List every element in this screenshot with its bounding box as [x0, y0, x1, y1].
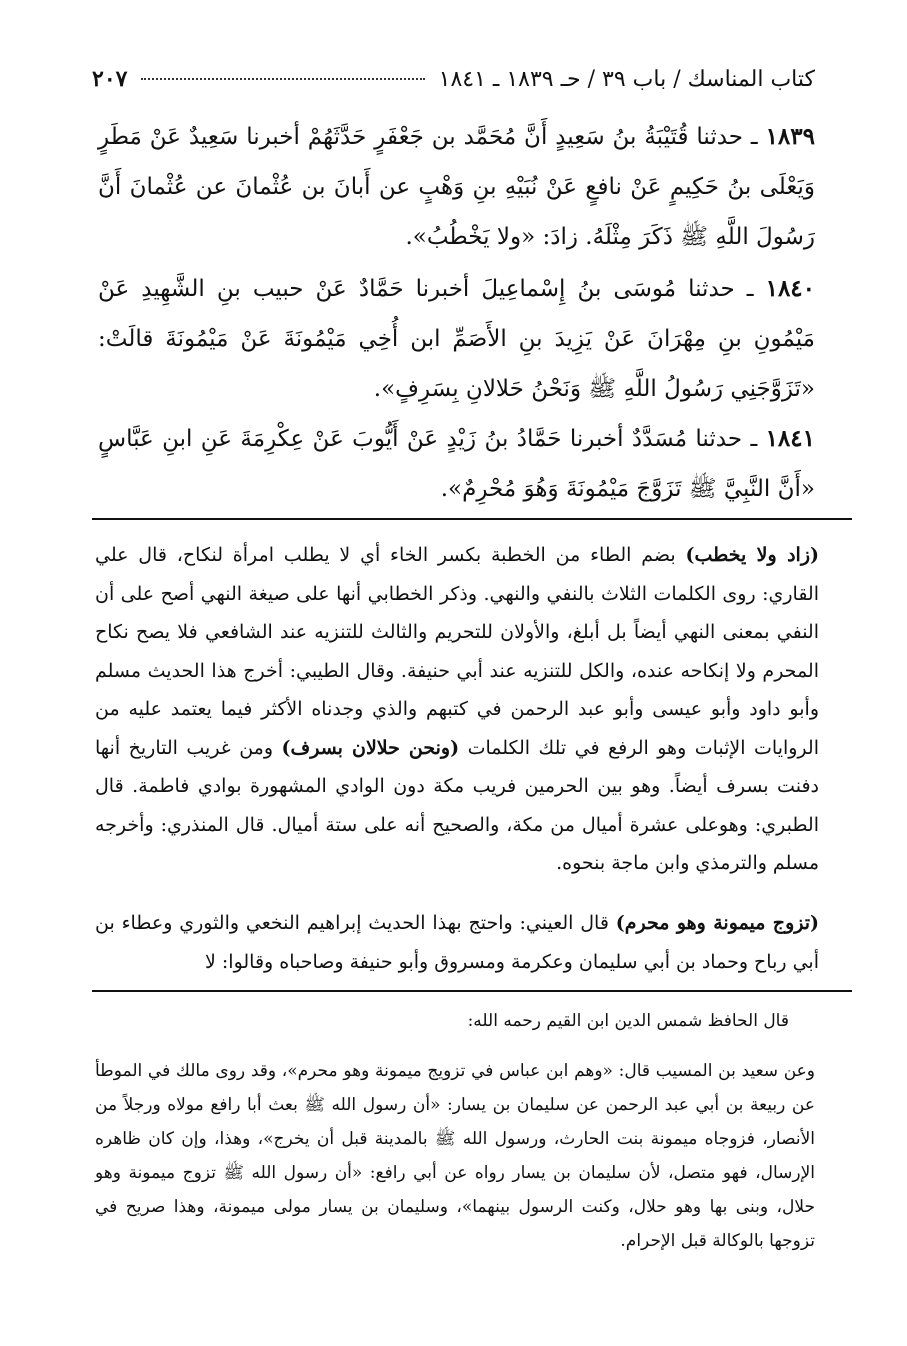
hadith-1841: [98, 414, 815, 514]
running-header: [92, 62, 815, 96]
ibn-qayyim-heading: قال الحافظ شمس الدين ابن القيم رحمه الله:: [467, 1011, 789, 1031]
hadith-text: ـ حدثنا مُسَدَّدٌ أخبرنا حَمَّادُ بنُ زَيْدٍ عَنْ أَيُّوبَ عَنْ عِكْرِمَةَ عَنِ ابنِ عَبَّاسٍ «أَنَّ النَّبِيَّ ﷺ تَزَوَّجَ مَيْمُونَةَ وَهُوَ مُحْرِمٌ».: [98, 426, 815, 502]
commentary-text: قال العيني: واحتج بهذا الحديث إبراهيم النخعي والثوري وعطاء بن أبي رباح وحماد بن أبي سليمان وعكرمة ومسروق وأبو حنيفة وصاحباه وقالوا: لا: [95, 912, 819, 973]
commentary-text-2: ومن غريب التاريخ أنها دفنت بسرف أيضاً. وهو بين الحرمين فريب مكة دون الوادي المشهورة بوادي فاطمة. قال الطبري: وهوعلى عشرة أميال من مكة، والصحيح أنه على ستة أميال. قال المنذري: وأخرجه مسلم والترمذي وابن ماجة بنحوه.: [95, 736, 819, 874]
commentary-lemma: (تزوج ميمونة وهو محرم): [615, 912, 820, 934]
header-title: كتاب المناسك / باب ٣٩ / حـ ١٨٣٩ ـ ١٨٤١: [438, 66, 815, 92]
ibn-qayyim-divider: [92, 990, 852, 992]
commentary-paragraph-1: [95, 536, 819, 883]
commentary-lemma-2: (ونحن حلالان بسرف): [281, 736, 460, 759]
hadith-1839: [98, 112, 815, 262]
hadith-text: ـ حدثنا قُتَيْبَةُ بنُ سَعِيدٍ أَنَّ مُحَمَّد بن جَعْفَرٍ حَدَّثَهُمْ أخبرنا سَعِيدٌ عَنْ مَطَرٍ وَيَعْلَى بنُ حَكِيمٍ عَنْ نافعٍ عَنْ نُبَيْهِ بنِ وَهْبٍ عن أَبانَ بن عُثْمانَ عن عُثْمانَ أَنَّ رَسُولَ اللَّهِ ﷺ ذَكَرَ مِثْلَهُ. زادَ: «ولا يَخْطُبُ».: [98, 124, 815, 250]
commentary-paragraph-2: [95, 904, 819, 981]
commentary-text: بضم الطاء من الخطبة بكسر الخاء أي لا يطلب امرأة لنكاح، قال علي القاري: روى الكلمات الثلاث بالنفي والنهي. وذكر الخطابي أنها على صيغة النهي أصح على أن النفي بمعنى النهي أيضاً بل أبلغ، والأولان للتحريم والثالث للتنزيه عند الشافعي فلا يصح نكاح المحرم ولا إنكاحه عنده، والكل للتنزيه عند أبي حنيفة. وقال الطيبي: أخرج هذا الحديث مسلم وأبو داود وأبو عيسى وأبو عبد الرحمن في كتبهم والذي وجدناه الأكثر فيما يعتمد عليه من الروايات الإثبات وهو الرفع في تلك الكلمات: [95, 544, 819, 759]
commentary-divider: [92, 518, 852, 520]
page-number: ٢٠٧: [92, 66, 128, 92]
hadith-1840: [98, 264, 815, 414]
hadith-text: ـ حدثنا مُوسَى بنُ إِسْماعِيلَ أخبرنا حَمَّادٌ عَنْ حبيب بنِ الشَّهِيدِ عَنْ مَيْمُونِ بنِ مِهْرَانَ عَنْ يَزِيدَ بنِ الأَصَمِّ ابن أُخِي مَيْمُونَةَ عَنْ مَيْمُونَةَ قالَتْ: «تَزَوَّجَنِي رَسُولُ اللَّهِ ﷺ وَنَحْنُ حَلالانِ بِسَرِفٍ».: [98, 276, 815, 402]
hadith-number: ١٨٤١: [765, 425, 815, 452]
hadith-number: ١٨٤٠: [765, 275, 816, 302]
hadith-number: ١٨٣٩: [765, 123, 815, 150]
commentary-lemma: (زاد ولا يخطب): [685, 544, 819, 566]
header-leader-dots: [141, 78, 424, 80]
ibn-qayyim-text: وعن سعيد بن المسيب قال: «وهم ابن عباس في تزويج ميمونة وهو محرم»، وقد روى مالك في الموطأ عن ربيعة بن أبي عبد الرحمن عن سليمان بن يسار: «أن رسول الله ﷺ بعث أبا رافع مولاه ورجلاً من الأنصار، فزوجاه ميمونة بنت الحارث، ورسول الله ﷺ بالمدينة قبل أن يخرج»، وهذا، وإن كان ظاهره الإرسال، فهو متصل، لأن سليمان بن يسار رواه عن أبي رافع: «أن رسول الله ﷺ تزوج ميمونة وهو حلال، وبنى بها وهو حلال، وكنت الرسول بينهما»، وسليمان بن يسار مولى ميمونة، وهذا صريح في تزوجها بالوكالة قبل الإحرام.: [95, 1061, 815, 1251]
